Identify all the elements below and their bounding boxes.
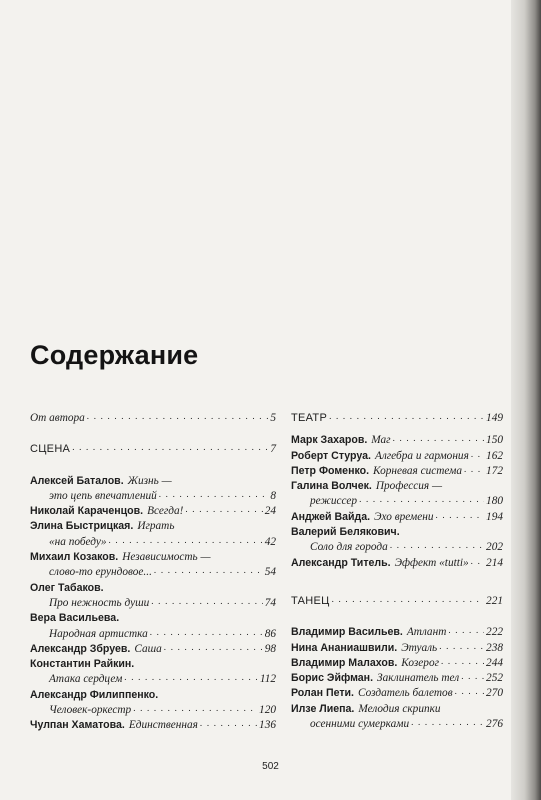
toc-page: 98 bbox=[264, 642, 276, 655]
toc-column-right bbox=[291, 411, 503, 732]
toc-title: Алгебра и гармония bbox=[374, 449, 469, 462]
toc-entry-preface[interactable] bbox=[30, 411, 276, 426]
leader-dots bbox=[359, 492, 484, 507]
leader-dots bbox=[72, 440, 268, 455]
toc-entry[interactable] bbox=[291, 464, 503, 479]
toc-author: Вера Васильева. bbox=[30, 612, 120, 625]
toc-page: 120 bbox=[259, 704, 276, 717]
toc-title-continued: Человек-оркестр bbox=[49, 704, 132, 717]
leader-dots bbox=[159, 487, 269, 502]
toc-author: Олег Табаков. bbox=[30, 581, 104, 594]
leader-dots bbox=[185, 502, 262, 517]
toc-author: Александр Филиппенко. bbox=[30, 688, 159, 701]
toc-author: Галина Волчек. bbox=[291, 480, 372, 493]
toc-page: 5 bbox=[270, 412, 276, 424]
leader-dots bbox=[393, 431, 484, 446]
toc-page: 54 bbox=[264, 566, 276, 579]
toc-title: Маг bbox=[371, 434, 391, 447]
toc-page: 112 bbox=[259, 673, 276, 686]
leader-dots bbox=[109, 533, 263, 548]
leader-dots bbox=[471, 447, 484, 462]
toc-author: Нина Ананиашвили. bbox=[291, 641, 398, 654]
toc-entry[interactable] bbox=[291, 479, 503, 510]
toc-author: Анджей Вайда. bbox=[291, 510, 371, 523]
toc-section-tanets[interactable] bbox=[291, 594, 503, 609]
leader-dots bbox=[461, 669, 484, 684]
toc-entry[interactable] bbox=[291, 702, 503, 733]
toc-page: 194 bbox=[486, 510, 503, 523]
leader-dots bbox=[329, 409, 484, 424]
toc-page: 270 bbox=[486, 687, 503, 700]
toc-title-continued: Соло для города bbox=[310, 541, 388, 554]
leader-dots bbox=[439, 639, 484, 654]
toc-entry[interactable] bbox=[30, 688, 276, 719]
toc-title-continued: Народная артистка bbox=[49, 627, 148, 640]
toc-entry[interactable] bbox=[30, 550, 276, 581]
toc-title-continued: осенними сумерками bbox=[310, 718, 410, 731]
leader-dots bbox=[133, 701, 257, 716]
toc-entry[interactable] bbox=[291, 525, 503, 556]
toc-author: Чулпан Хаматова. bbox=[30, 719, 125, 732]
toc-page: 149 bbox=[486, 412, 503, 424]
toc-title: Мелодия скрипки bbox=[358, 702, 441, 715]
toc-entry[interactable] bbox=[291, 556, 503, 571]
leader-dots bbox=[464, 462, 484, 477]
toc-author: Элина Быстрицкая. bbox=[30, 520, 134, 533]
toc-title-continued: режиссер bbox=[310, 495, 358, 508]
toc-title: От автора bbox=[30, 412, 85, 424]
toc-page: 150 bbox=[486, 434, 503, 447]
toc-page: 214 bbox=[486, 556, 503, 569]
leader-dots bbox=[154, 563, 263, 578]
toc-title: Эффект «tutti» bbox=[394, 556, 469, 569]
toc-entry[interactable] bbox=[30, 642, 276, 657]
toc-author: Владимир Малахов. bbox=[291, 656, 398, 669]
toc-author: Петр Фоменко. bbox=[291, 464, 370, 477]
toc-author: Валерий Белякович. bbox=[291, 526, 400, 539]
leader-dots bbox=[124, 670, 258, 685]
toc-title-continued: слово-то ерундовое... bbox=[49, 566, 152, 579]
toc-page: 238 bbox=[486, 641, 503, 654]
toc-entry[interactable] bbox=[30, 581, 276, 612]
toc-page: 136 bbox=[259, 719, 276, 732]
toc-entry[interactable] bbox=[30, 519, 276, 550]
section-title: ТЕАТР bbox=[291, 412, 328, 424]
toc-title: Козерог bbox=[401, 656, 439, 669]
toc-author: Михаил Козаков. bbox=[30, 551, 119, 564]
toc-page: 172 bbox=[486, 464, 503, 477]
toc-page: 252 bbox=[486, 672, 503, 685]
toc-entry[interactable] bbox=[30, 474, 276, 505]
leader-dots bbox=[87, 409, 269, 424]
toc-author: Борис Эйфман. bbox=[291, 672, 374, 685]
toc-page: 86 bbox=[264, 627, 276, 640]
toc-title: Жизнь — bbox=[127, 474, 172, 487]
leader-dots bbox=[150, 625, 263, 640]
toc-entry[interactable] bbox=[291, 686, 503, 701]
leader-dots bbox=[200, 716, 257, 731]
toc-entry[interactable] bbox=[291, 510, 503, 525]
toc-title: Играть bbox=[137, 520, 175, 533]
toc-title-continued: Атака сердцем bbox=[49, 673, 123, 686]
toc-author: Илзе Лиепа. bbox=[291, 702, 355, 715]
leader-dots bbox=[471, 554, 484, 569]
section-title: ТАНЕЦ bbox=[291, 594, 330, 607]
toc-author: Николай Караченцов. bbox=[30, 505, 144, 518]
toc-author: Ролан Пети. bbox=[291, 687, 354, 700]
leader-dots bbox=[390, 538, 484, 553]
page-number: 502 bbox=[262, 761, 279, 772]
toc-entry[interactable] bbox=[30, 504, 276, 519]
toc-section-teatr[interactable] bbox=[291, 411, 503, 426]
toc-title: Создатель балетов bbox=[357, 687, 453, 700]
leader-dots bbox=[332, 592, 484, 607]
toc-author: Алексей Баталов. bbox=[30, 474, 124, 487]
toc-author: Александр Збруев. bbox=[30, 642, 131, 655]
toc-page: 221 bbox=[486, 594, 503, 607]
toc-entry[interactable] bbox=[30, 718, 276, 733]
page-title: Содержание bbox=[30, 340, 199, 370]
toc-page: 7 bbox=[270, 443, 276, 456]
leader-dots bbox=[448, 623, 484, 638]
book-spine-shadow bbox=[511, 0, 541, 800]
toc-title: Единственная bbox=[128, 719, 198, 732]
toc-title: Профессия — bbox=[375, 480, 442, 493]
toc-author: Владимир Васильев. bbox=[291, 626, 403, 639]
leader-dots bbox=[435, 508, 484, 523]
toc-section-scena[interactable] bbox=[30, 442, 276, 457]
toc-title: Саша bbox=[134, 642, 162, 655]
toc-page: 8 bbox=[270, 489, 276, 502]
toc-page: 24 bbox=[264, 505, 276, 518]
leader-dots bbox=[151, 594, 262, 609]
section-title: СЦЕНА bbox=[30, 443, 71, 456]
leader-dots bbox=[411, 715, 484, 730]
toc-page: 180 bbox=[486, 495, 503, 508]
toc-title: Корневая система bbox=[373, 464, 463, 477]
toc-column-left bbox=[30, 411, 276, 734]
toc-title-continued: «на победу» bbox=[49, 535, 107, 548]
toc-author: Марк Захаров. bbox=[291, 434, 368, 447]
toc-page: 244 bbox=[486, 656, 503, 669]
leader-dots bbox=[164, 640, 263, 655]
toc-author: Роберт Стуруа. bbox=[291, 449, 371, 462]
toc-title: Заклинатель тел bbox=[377, 672, 460, 685]
toc-page: 74 bbox=[264, 596, 276, 609]
toc-author: Константин Райкин. bbox=[30, 658, 135, 671]
toc-entry[interactable] bbox=[30, 657, 276, 688]
toc-title: Этуаль bbox=[401, 641, 438, 654]
toc-page: 42 bbox=[264, 535, 276, 548]
toc-page: 202 bbox=[486, 541, 503, 554]
toc-title: Атлант bbox=[406, 626, 447, 639]
toc-page: 276 bbox=[486, 718, 503, 731]
toc-title-continued: Про нежность души bbox=[49, 596, 150, 609]
toc-title: Эхо времени bbox=[374, 510, 434, 523]
toc-page: 162 bbox=[486, 449, 503, 462]
toc-title: Независимость — bbox=[122, 551, 211, 564]
toc-author: Александр Титель. bbox=[291, 556, 391, 569]
toc-entry[interactable] bbox=[30, 611, 276, 642]
toc-page: 222 bbox=[486, 626, 503, 639]
leader-dots bbox=[441, 654, 484, 669]
leader-dots bbox=[455, 684, 484, 699]
toc-title: Всегда! bbox=[147, 505, 184, 518]
toc-title-continued: это цепь впечатлений bbox=[49, 489, 157, 502]
